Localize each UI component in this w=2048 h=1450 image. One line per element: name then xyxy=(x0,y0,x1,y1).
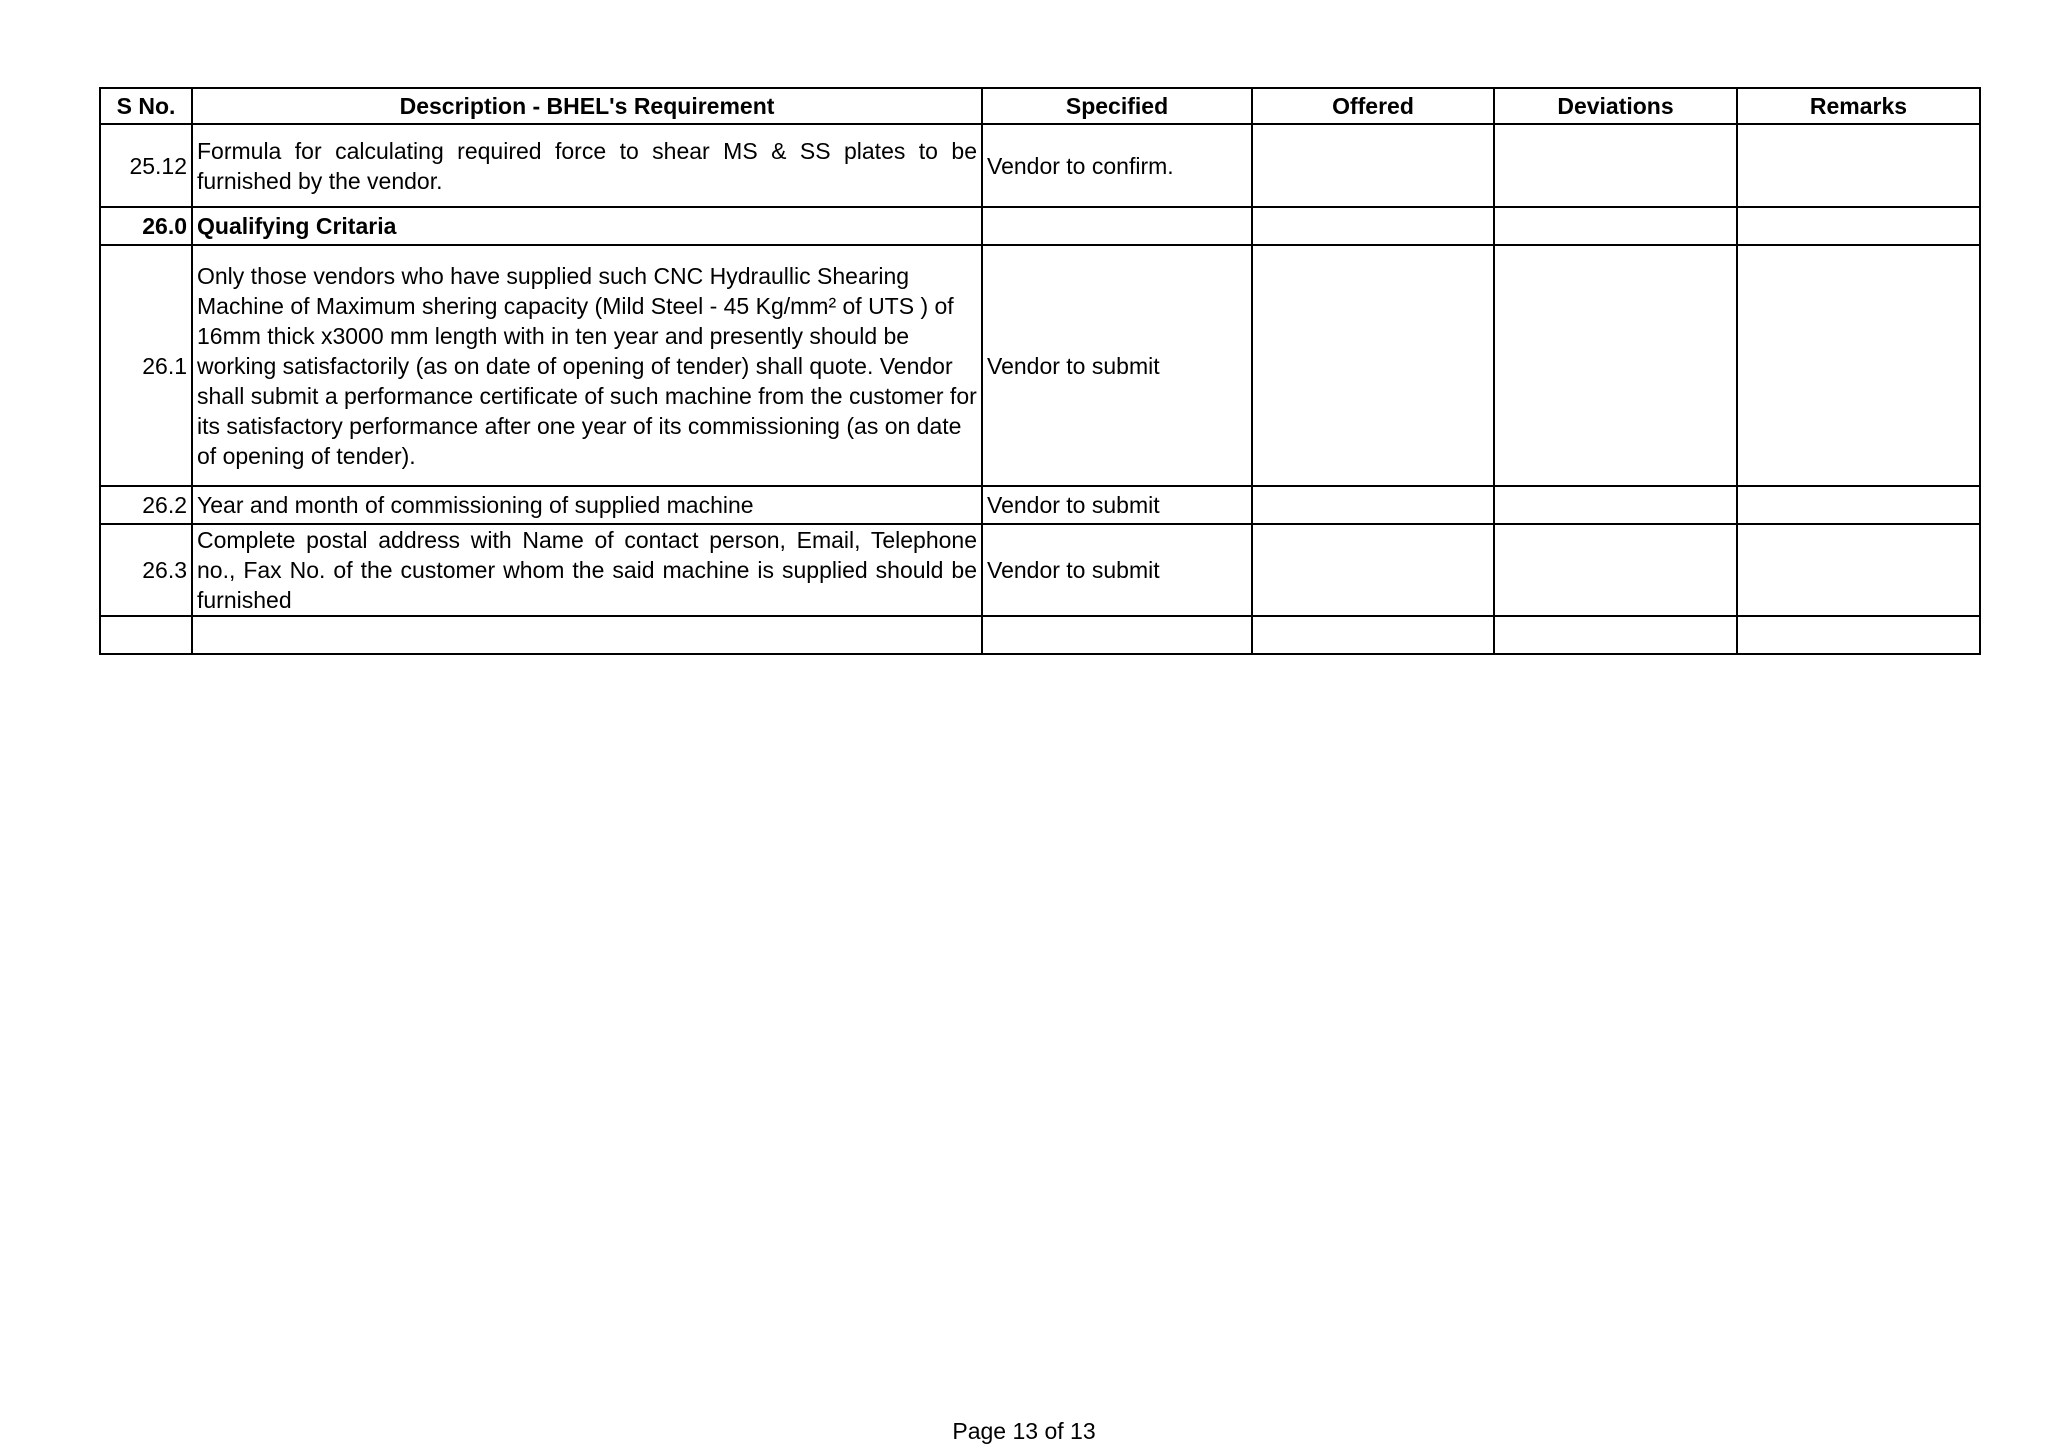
header-description: Description - BHEL's Requirement xyxy=(192,88,982,124)
cell-deviations xyxy=(1494,616,1737,654)
cell-deviations xyxy=(1494,524,1737,616)
table-row xyxy=(100,486,1980,524)
cell-remarks xyxy=(1737,616,1980,654)
cell-description: Formula for calculating required force to shear MS & SS plates to be furnished by the vendor. xyxy=(192,124,982,207)
cell-specified: Vendor to submit xyxy=(982,524,1252,616)
table-row xyxy=(100,616,1980,654)
cell-sno: 25.12 xyxy=(100,124,192,207)
cell-remarks xyxy=(1737,245,1980,486)
table-row xyxy=(100,207,1980,245)
header-deviations: Deviations xyxy=(1494,88,1737,124)
cell-deviations xyxy=(1494,245,1737,486)
header-remarks: Remarks xyxy=(1737,88,1980,124)
cell-specified xyxy=(982,616,1252,654)
cell-specified: Vendor to confirm. xyxy=(982,124,1252,207)
cell-offered xyxy=(1252,245,1494,486)
cell-remarks xyxy=(1737,524,1980,616)
table-row xyxy=(100,245,1980,486)
cell-offered xyxy=(1252,616,1494,654)
page-number: Page 13 of 13 xyxy=(952,1418,1096,1444)
cell-deviations xyxy=(1494,486,1737,524)
header-offered: Offered xyxy=(1252,88,1494,124)
cell-sno xyxy=(100,616,192,654)
cell-sno: 26.2 xyxy=(100,486,192,524)
cell-offered xyxy=(1252,207,1494,245)
cell-description: Year and month of commissioning of supplied machine xyxy=(192,486,982,524)
cell-sno: 26.0 xyxy=(100,207,192,245)
cell-specified: Vendor to submit xyxy=(982,486,1252,524)
header-sno: S No. xyxy=(100,88,192,124)
cell-offered xyxy=(1252,486,1494,524)
cell-deviations xyxy=(1494,207,1737,245)
cell-description: Qualifying Critaria xyxy=(192,207,982,245)
header-specified: Specified xyxy=(982,88,1252,124)
cell-description: Complete postal address with Name of contact person, Email, Telephone no., Fax No. of the customer whom the said machine is supplied should be furnished xyxy=(192,524,982,616)
table-row xyxy=(100,124,1980,207)
cell-offered xyxy=(1252,124,1494,207)
cell-description xyxy=(192,616,982,654)
cell-deviations xyxy=(1494,124,1737,207)
specification-table xyxy=(99,87,1981,655)
header-row xyxy=(100,88,1980,124)
cell-remarks xyxy=(1737,486,1980,524)
table-row xyxy=(100,524,1980,616)
cell-sno: 26.1 xyxy=(100,245,192,486)
cell-remarks xyxy=(1737,124,1980,207)
cell-remarks xyxy=(1737,207,1980,245)
cell-specified: Vendor to submit xyxy=(982,245,1252,486)
cell-specified xyxy=(982,207,1252,245)
cell-sno: 26.3 xyxy=(100,524,192,616)
cell-description: Only those vendors who have supplied such CNC Hydraullic Shearing Machine of Maximum shering capacity (Mild Steel - 45 Kg/mm² of UTS ) of 16mm thick x3000 mm length with in ten year and presently should be working satisfactorily (as on date of opening of tender) shall quote. Vendor shall submit a performance certificate of such machine from the customer for its satisfactory performance after one year of its commissioning (as on date of opening of tender). xyxy=(192,245,982,486)
cell-offered xyxy=(1252,524,1494,616)
